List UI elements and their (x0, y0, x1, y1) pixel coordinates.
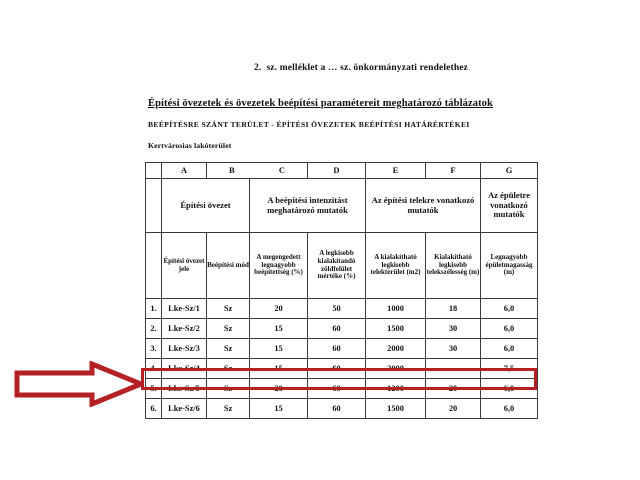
cell-building-mode: Sz (207, 379, 250, 399)
cell-min-plot-width: 20 (426, 379, 481, 399)
table-row (146, 399, 538, 419)
table-row-group-headers (146, 179, 538, 233)
cell-max-building-height: 7,5 (481, 359, 538, 379)
cell-group-blank (146, 179, 162, 233)
cell-min-plot-area: 1500 (366, 399, 426, 419)
cell-letter-e: E (366, 163, 426, 179)
cell-min-plot-width: 30 (426, 319, 481, 339)
cell-sub-min-green-ratio: A legkisebb kialakítandó zöldfelület mértéke (%) (308, 233, 366, 299)
cell-min-green-ratio: 60 (308, 359, 366, 379)
cell-row-number: 5. (146, 379, 162, 399)
cell-row-number: 4. (146, 359, 162, 379)
cell-min-green-ratio: 60 (308, 379, 366, 399)
cell-sub-blank (146, 233, 162, 299)
cell-min-green-ratio: 60 (308, 339, 366, 359)
cell-max-building-height: 6,0 (481, 399, 538, 419)
cell-zone-code: Lke-Sz/2 (162, 319, 207, 339)
cell-min-plot-area: 2000 (366, 359, 426, 379)
cell-zone-code: Lke-Sz/5 (162, 379, 207, 399)
cell-letter-d: D (308, 163, 366, 179)
cell-max-building-height: 6,0 (481, 379, 538, 399)
cell-group-building-zone: Építési övezet (162, 179, 250, 233)
cell-min-plot-area: 1000 (366, 299, 426, 319)
cell-min-green-ratio: 60 (308, 319, 366, 339)
cell-min-plot-width: - (426, 359, 481, 379)
building-parameters-table (145, 162, 538, 419)
cell-row-number: 2. (146, 319, 162, 339)
cell-max-built-ratio: 15 (250, 339, 308, 359)
red-arrow-icon (14, 361, 144, 407)
cell-min-green-ratio: 60 (308, 399, 366, 419)
cell-letter-a: A (162, 163, 207, 179)
cell-sub-max-building-height: Legnagyobb épületmagasság (m) (481, 233, 538, 299)
cell-building-mode: Sz (207, 339, 250, 359)
cell-max-built-ratio: 20 (250, 299, 308, 319)
table-row-highlighted (146, 379, 538, 399)
cell-min-plot-area: 1500 (366, 319, 426, 339)
document-subtitle: BEÉPÍTÉSRE SZÁNT TERÜLET - ÉPÍTÉSI ÖVEZETEK BEÉPÍTÉSI HATÁRÉRTÉKEI (148, 120, 470, 129)
cell-min-plot-width: 18 (426, 299, 481, 319)
cell-zone-code: Lke-Sz/3 (162, 339, 207, 359)
cell-letter-c: C (278, 164, 285, 175)
table-row (146, 359, 538, 379)
cell-max-built-ratio: 15 (250, 359, 308, 379)
cell-building-mode: Sz (207, 359, 250, 379)
cell-zone-code: Lke-Sz/1 (162, 299, 207, 319)
appendix-number: 2. (254, 63, 262, 73)
cell-letter-b: B (229, 164, 235, 175)
table-row (146, 319, 538, 339)
cell-min-green-ratio: 50 (308, 299, 366, 319)
cell-sub-max-built-ratio: A megengedett legnagyobb beépítettség (%) (250, 233, 308, 299)
cell-row-number: 1. (146, 299, 162, 319)
appendix-heading-text: sz. melléklet a … sz. önkormányzati rendelethez (266, 63, 469, 73)
cell-sub-min-plot-area: A kialakítható legkisebb telekterület (m2) (366, 233, 426, 299)
cell-min-plot-width: 30 (426, 339, 481, 359)
document-title: Építési övezetek és övezetek beépítési paramétereit meghatározó táblázatok (148, 98, 493, 109)
cell-max-building-height: 6,0 (481, 339, 538, 359)
cell-building-mode: Sz (207, 399, 250, 419)
table-row (146, 339, 538, 359)
cell-min-plot-area: 2000 (366, 339, 426, 359)
table-row (146, 299, 538, 319)
cell-sub-building-mode: Beépítési mód (207, 233, 250, 299)
cell-zone-code: Lke-Sz/6 (162, 399, 207, 419)
cell-sub-min-plot-width: Kialakítható legkisebb telekszélesség (m) (426, 233, 481, 299)
table-row-column-letters (146, 163, 538, 179)
cell-building-mode: Sz (207, 299, 250, 319)
cell-letter-f: F (426, 163, 481, 179)
cell-group-plot-indicators: Az építési telekre vonatkozó mutatók (366, 179, 481, 233)
cell-zone-code: Lke-Sz/4 (162, 359, 207, 379)
cell-row-number: 3. (146, 339, 162, 359)
cell-row-number: 6. (146, 399, 162, 419)
cell-min-plot-width: 20 (426, 399, 481, 419)
cell-max-building-height: 6,0 (481, 319, 538, 339)
document-section-label: Kertvárosias lakóterület (148, 141, 232, 150)
cell-letter-bc (207, 163, 308, 179)
cell-max-built-ratio: 15 (250, 399, 308, 419)
cell-letter-g: G (481, 163, 538, 179)
cell-sub-zone-code: Építési övezet jele (162, 233, 207, 299)
cell-group-building-indicators: Az épületre vonatkozó mutatók (481, 179, 538, 233)
cell-min-plot-area: 1200 (366, 379, 426, 399)
cell-group-density-indicators: A beépítési intenzitást meghatározó mutatók (250, 179, 366, 233)
cell-building-mode: Sz (207, 319, 250, 339)
cell-max-built-ratio: 15 (250, 319, 308, 339)
cell-max-built-ratio: 20 (250, 379, 308, 399)
table-row-sub-headers (146, 233, 538, 299)
cell-max-building-height: 6,0 (481, 299, 538, 319)
appendix-heading (254, 63, 468, 73)
cell-letter-blank (146, 163, 162, 179)
